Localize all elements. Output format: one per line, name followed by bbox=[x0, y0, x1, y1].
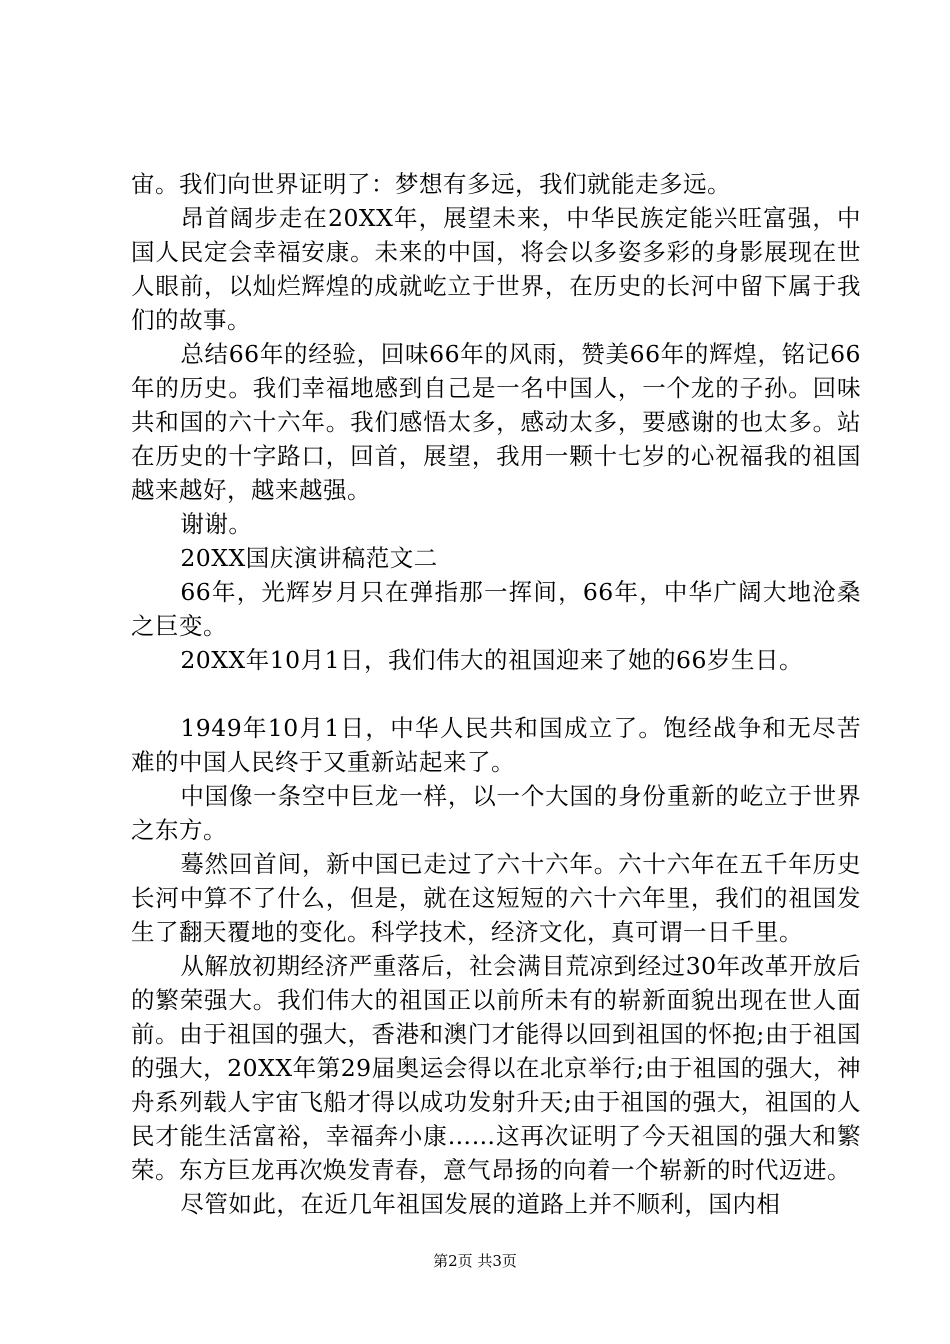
paragraph: 尽管如此，在近几年祖国发展的道路上并不顺利，国内相 bbox=[180, 1190, 781, 1218]
paragraph: 昂首阔步走在20XX年，展望未来，中华民族定能兴旺富强，中国人民定会幸福安康。未来的中国，将会以多姿多彩的身影展现在世人眼前，以灿烂辉煌的成就屹立于世界，在历史的长河中留下属于我们的故事。 bbox=[131, 204, 861, 334]
document-body bbox=[131, 167, 861, 1221]
paragraph: 总结66年的经验，回味66年的风雨，赞美66年的辉煌，铭记66年的历史。我们幸福地感到自己是一名中国人，一个龙的子孙。回味共和国的六十六年。我们感悟太多，感动太多，要感谢的也太多。站在历史的十字路口，回首，展望，我用一颗十七岁的心祝福我的祖国越来越好，越来越强。 bbox=[131, 340, 861, 504]
paragraph: 中国像一条空中巨龙一样，以一个大国的身份重新的屹立于世界之东方。 bbox=[131, 782, 861, 844]
section-heading: 20XX国庆演讲稿范文二 bbox=[180, 544, 438, 572]
paragraph: 66年，光辉岁月只在弹指那一挥间，66年，中华广阔大地沧桑之巨变。 bbox=[131, 578, 861, 640]
page-footer bbox=[0, 1250, 950, 1271]
paragraph: 从解放初期经济严重落后，社会满目荒凉到经过30年改革开放后的繁荣强大。我们伟大的祖国正以前所未有的崭新面貌出现在世人面前。由于祖国的强大，香港和澳门才能得以回到祖国的怀抱;由于祖国的强大，20XX年第29届奥运会得以在北京举行;由于祖国的强大，神舟系列载人宇宙飞船才得以成功发射升天;由于祖国的强大，祖国的人民才能生活富裕，幸福奔小康……这再次证明了今天祖国的强大和繁荣。东方巨龙再次焕发青春，意气昂扬的向着一个崭新的时代迈进。 bbox=[131, 952, 861, 1184]
paragraph: 1949年10月1日，中华人民共和国成立了。饱经战争和无尽苦难的中国人民终于又重新站起来了。 bbox=[131, 714, 861, 776]
page-number: 第2页 共3页 bbox=[433, 1252, 517, 1270]
paragraph-thanks: 谢谢。 bbox=[180, 510, 253, 538]
paragraph: 20XX年10月1日，我们伟大的祖国迎来了她的66岁生日。 bbox=[180, 646, 803, 674]
paragraph-continuation: 宙。我们向世界证明了：梦想有多远，我们就能走多远。 bbox=[131, 170, 731, 198]
paragraph: 蓦然回首间，新中国已走过了六十六年。六十六年在五千年历史长河中算不了什么，但是，就在这短短的六十六年里，我们的祖国发生了翻天覆地的变化。科学技术，经济文化，真可谓一日千里。 bbox=[131, 850, 861, 946]
